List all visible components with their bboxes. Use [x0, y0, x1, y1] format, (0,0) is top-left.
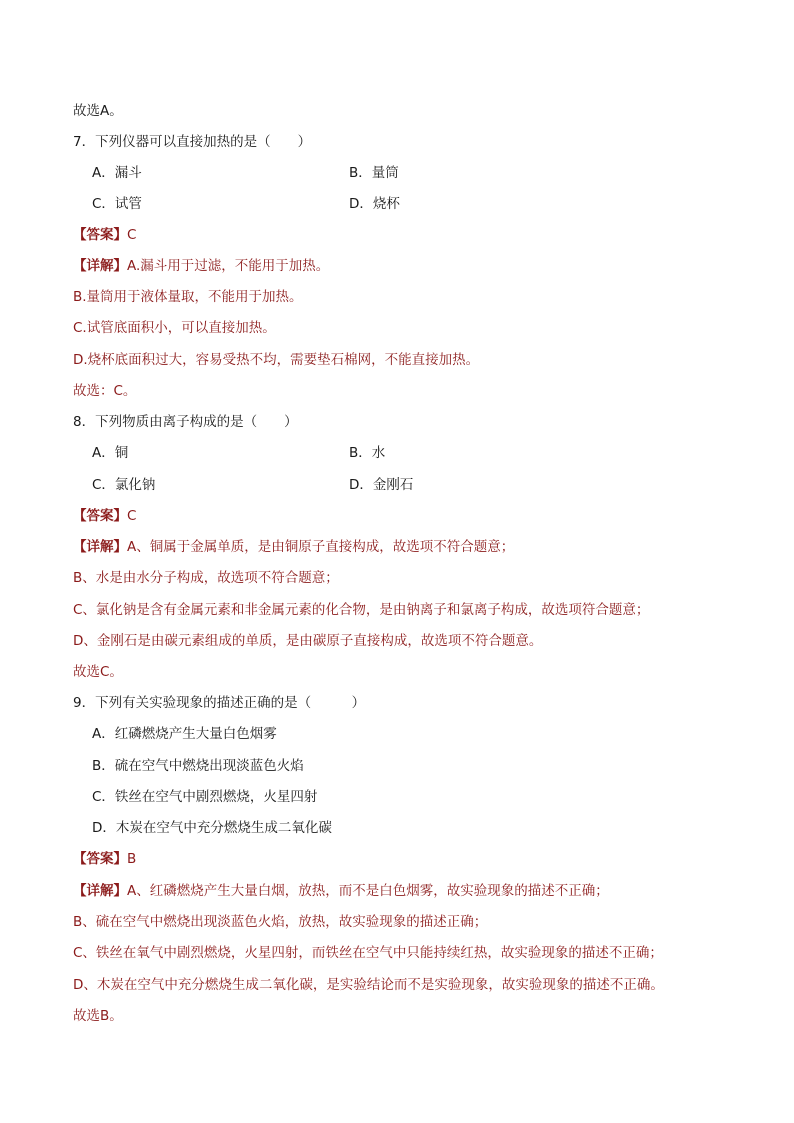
answer-tag: 【答案】	[73, 227, 127, 243]
detail-tag: 【详解】	[73, 258, 127, 274]
question-8-option-b: B．水	[349, 445, 386, 461]
detail-tag: 【详解】	[73, 883, 127, 899]
question-8-detail-2: B、水是由水分子构成，故选项不符合题意；	[73, 570, 339, 586]
question-7-option-d: D．烧杯	[349, 196, 400, 212]
question-9-option-d: D．木炭在空气中充分燃烧生成二氧化碳	[92, 820, 332, 836]
question-9-detail-3: C、铁丝在氧气中剧烈燃烧，火星四射，而铁丝在空气中只能持续红热，故实验现象的描述不正确；	[73, 945, 663, 961]
detail-tag: 【详解】	[73, 539, 127, 555]
question-9-detail-4: D、木炭在空气中充分燃烧生成二氧化碳，是实验结论而不是实验现象，故实验现象的描述不正确。	[73, 977, 664, 993]
question-7-conclusion: 故选：C。	[73, 383, 137, 399]
answer-value: B	[127, 851, 137, 867]
question-7-option-c: C．试管	[92, 196, 142, 212]
question-9-conclusion: 故选B。	[73, 1008, 123, 1024]
question-8-option-d: D．金刚石	[349, 477, 414, 493]
question-9-detail-1	[73, 881, 609, 901]
question-7-stem: 7．下列仪器可以直接加热的是（ ）	[73, 134, 312, 150]
question-9-option-b: B．硫在空气中燃烧出现淡蓝色火焰	[92, 758, 304, 774]
question-9-stem: 9．下列有关实验现象的描述正确的是（ ）	[73, 695, 366, 711]
question-7-option-b: B．量筒	[349, 165, 399, 181]
question-9-detail-2: B、硫在空气中燃烧出现淡蓝色火焰，放热，故实验现象的描述正确；	[73, 914, 488, 930]
question-9-answer	[73, 849, 136, 869]
question-8-answer	[73, 506, 136, 526]
detail-text: A、红磷燃烧产生大量白烟，放热，而不是白色烟雾，故实验现象的描述不正确；	[127, 883, 609, 899]
question-8-detail-3: C、氯化钠是含有金属元素和非金属元素的化合物，是由钠离子和氯离子构成，故选项符合题意；	[73, 602, 650, 618]
question-7-detail-1	[73, 256, 329, 276]
question-8-option-a: A．铜	[92, 445, 129, 461]
question-7-detail-2: B.量筒用于液体量取，不能用于加热。	[73, 289, 303, 305]
question-7-detail-3: C.试管底面积小，可以直接加热。	[73, 320, 276, 336]
answer-value: C	[127, 508, 137, 524]
detail-text: A.漏斗用于过滤，不能用于加热。	[127, 258, 330, 274]
question-7-option-a: A．漏斗	[92, 165, 142, 181]
question-7-detail-4: D.烧杯底面积过大，容易受热不均，需要垫石棉网，不能直接加热。	[73, 352, 480, 368]
answer-value: C	[127, 227, 137, 243]
question-8-detail-4: D、金刚石是由碳元素组成的单质，是由碳原子直接构成，故选项不符合题意。	[73, 633, 543, 649]
question-7-answer	[73, 225, 136, 245]
question-8-stem: 8．下列物质由离子构成的是（ ）	[73, 414, 298, 430]
answer-tag: 【答案】	[73, 851, 127, 867]
answer-tag: 【答案】	[73, 508, 127, 524]
intro-conclusion: 故选A。	[73, 103, 123, 119]
question-9-option-a: A．红磷燃烧产生大量白色烟雾	[92, 726, 277, 742]
detail-text: A、铜属于金属单质，是由铜原子直接构成，故选项不符合题意；	[127, 539, 515, 555]
question-9-option-c: C．铁丝在空气中剧烈燃烧，火星四射	[92, 789, 318, 805]
question-8-option-c: C．氯化钠	[92, 477, 156, 493]
question-8-conclusion: 故选C。	[73, 664, 123, 680]
question-8-detail-1	[73, 537, 514, 557]
